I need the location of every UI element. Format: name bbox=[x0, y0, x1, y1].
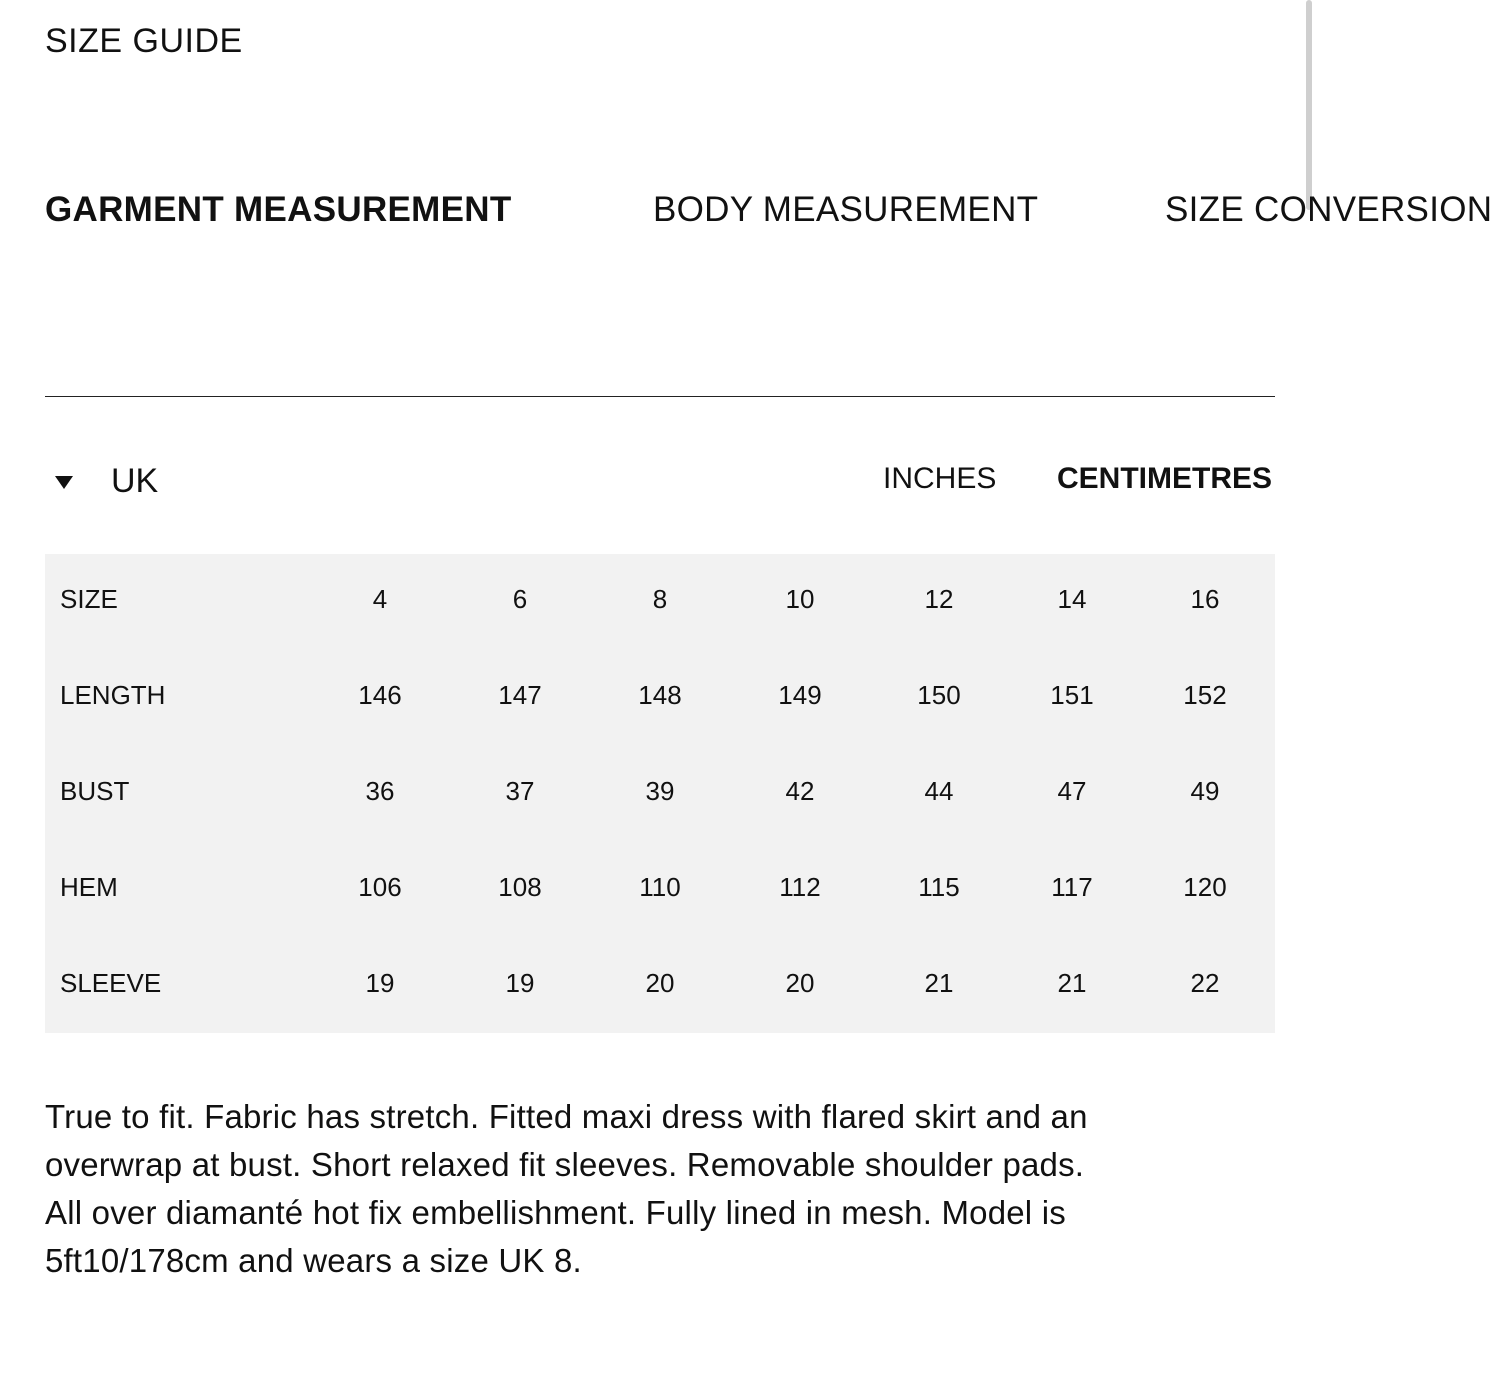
row-label: HEM bbox=[60, 872, 118, 902]
table-cell: 151 bbox=[1050, 680, 1094, 710]
measurement-tabs bbox=[45, 190, 1492, 240]
table-cell: 108 bbox=[498, 872, 542, 902]
scrollbar[interactable] bbox=[1306, 0, 1312, 210]
table-cell: 12 bbox=[924, 584, 954, 614]
caret-down-icon bbox=[55, 476, 73, 489]
table-cell: 120 bbox=[1183, 872, 1227, 902]
table-cell: 117 bbox=[1051, 872, 1093, 902]
unit-toggle-centimetres[interactable]: CENTIMETRES bbox=[1057, 462, 1273, 495]
table-cell: 16 bbox=[1190, 584, 1220, 614]
table-cell: 14 bbox=[1057, 584, 1087, 614]
table-cell: 150 bbox=[917, 680, 961, 710]
table-cell: 39 bbox=[645, 776, 675, 806]
page-title: SIZE GUIDE bbox=[45, 22, 243, 60]
table-cell: 20 bbox=[645, 968, 675, 998]
table-row bbox=[45, 650, 1275, 746]
table-cell: 8 bbox=[652, 584, 668, 614]
table-row bbox=[45, 746, 1275, 842]
fit-description: True to fit. Fabric has stretch. Fitted maxi dress with flared skirt and an overwrap at bust. Short relaxed fit sleeves. Removable shoulder pads. All over diamanté hot fix embellishment. Fully lined in mesh. Model is 5ft10/178cm and wears a size UK 8. bbox=[45, 1098, 1088, 1279]
table-cell: 19 bbox=[365, 968, 395, 998]
section-divider bbox=[45, 396, 1275, 397]
row-label: BUST bbox=[60, 776, 130, 806]
table-cell: 106 bbox=[358, 872, 402, 902]
table-cell: 112 bbox=[779, 872, 821, 902]
table-cell: 21 bbox=[1057, 968, 1087, 998]
table-cell: 149 bbox=[778, 680, 822, 710]
table-cell: 19 bbox=[505, 968, 535, 998]
table-cell: 20 bbox=[785, 968, 815, 998]
table-row bbox=[45, 554, 1275, 650]
table-cell: 10 bbox=[785, 584, 815, 614]
table-cell: 110 bbox=[639, 872, 681, 902]
table-cell: 44 bbox=[924, 776, 954, 806]
table-cell: 115 bbox=[918, 872, 960, 902]
table-cell: 147 bbox=[498, 680, 542, 710]
table-cell: 22 bbox=[1190, 968, 1220, 998]
tab-body-measurement[interactable]: BODY MEASUREMENT bbox=[653, 190, 1039, 229]
tab-garment-measurement[interactable]: GARMENT MEASUREMENT bbox=[45, 190, 512, 229]
row-label: LENGTH bbox=[60, 680, 166, 710]
table-cell: 6 bbox=[512, 584, 528, 614]
row-label: SIZE bbox=[60, 584, 118, 614]
table-cell: 36 bbox=[365, 776, 395, 806]
table-row bbox=[45, 938, 1275, 1034]
table-cell: 148 bbox=[638, 680, 682, 710]
tab-size-conversion[interactable]: SIZE CONVERSION bbox=[1165, 190, 1492, 229]
region-dropdown[interactable] bbox=[55, 458, 158, 504]
table-cell: 4 bbox=[372, 584, 388, 614]
unit-toggle-inches[interactable]: INCHES bbox=[883, 462, 997, 495]
table-cell: 21 bbox=[924, 968, 954, 998]
table-cell: 49 bbox=[1190, 776, 1220, 806]
region-selected-label: UK bbox=[111, 461, 159, 500]
table-row bbox=[45, 842, 1275, 938]
table-cell: 152 bbox=[1183, 680, 1227, 710]
table-cell: 47 bbox=[1057, 776, 1087, 806]
size-table bbox=[45, 554, 1275, 1033]
row-label: SLEEVE bbox=[60, 968, 162, 998]
table-cell: 37 bbox=[505, 776, 535, 806]
table-cell: 146 bbox=[358, 680, 402, 710]
table-cell: 42 bbox=[785, 776, 815, 806]
